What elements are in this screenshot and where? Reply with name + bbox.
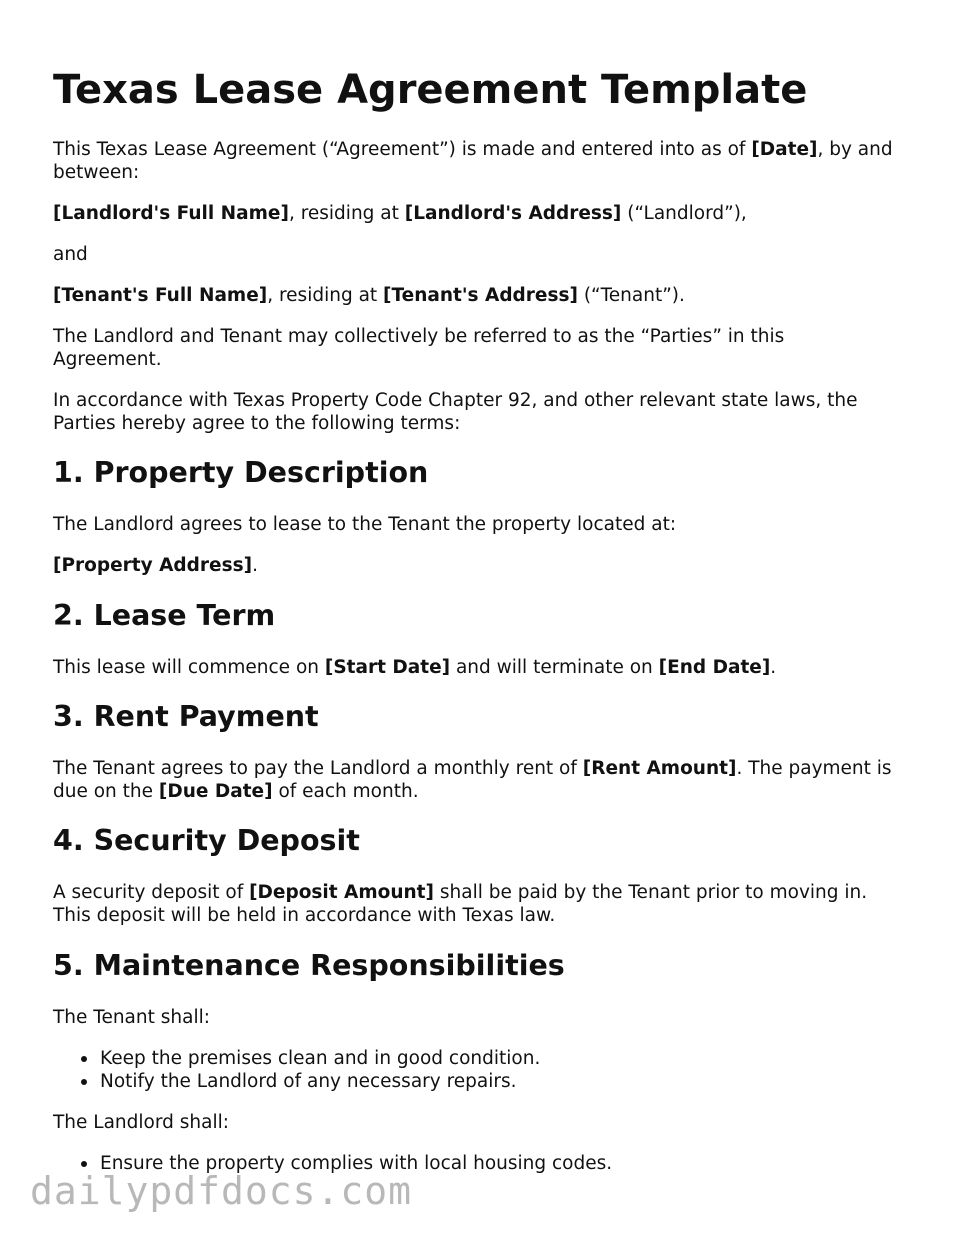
property-address-end: . bbox=[252, 555, 258, 576]
landlord-mid-text: , residing at bbox=[288, 203, 405, 224]
document-title: Texas Lease Agreement Template bbox=[53, 67, 808, 113]
landlord-address-placeholder: [Landlord's Address] bbox=[404, 203, 622, 224]
landlord-shall-intro: The Landlord shall: bbox=[53, 1112, 229, 1133]
tenant-shall-intro: The Tenant shall: bbox=[53, 1007, 210, 1028]
tenant-mid-text: , residing at bbox=[267, 285, 384, 306]
rent-text-c: of each month. bbox=[272, 781, 419, 802]
deposit-paragraph bbox=[53, 881, 883, 927]
end-date-placeholder: [End Date] bbox=[658, 657, 771, 678]
accordance-paragraph: In accordance with Texas Property Code Chapter 92, and other relevant state laws, the Parties hereby agree to the following terms: bbox=[53, 390, 858, 434]
deposit-text-b: shall be paid by the Tenant prior to moving in. This deposit will be held in accordance with Texas law. bbox=[53, 882, 868, 926]
intro-text-end: , by and between: bbox=[53, 139, 893, 183]
term-text-b: and will terminate on bbox=[450, 657, 659, 678]
term-text-c: . bbox=[770, 657, 777, 678]
landlord-line bbox=[53, 202, 913, 225]
list-item: Keep the premises clean and in good condition. bbox=[53, 1047, 540, 1070]
due-date-placeholder: [Due Date] bbox=[158, 781, 273, 802]
deposit-text-a: A security deposit of bbox=[53, 882, 250, 903]
date-placeholder: [Date] bbox=[751, 139, 818, 160]
intro-text: This Texas Lease Agreement (“Agreement”) is made and entered into as of bbox=[53, 139, 752, 160]
property-address-line bbox=[53, 554, 913, 577]
landlord-end-text: (“Landlord”), bbox=[621, 203, 747, 224]
intro-paragraph bbox=[53, 138, 913, 184]
tenant-line bbox=[53, 284, 913, 307]
section-heading-property: 1. Property Description bbox=[53, 456, 429, 489]
tenant-end-text: (“Tenant”). bbox=[577, 285, 685, 306]
term-paragraph bbox=[53, 656, 913, 679]
property-address-placeholder: [Property Address] bbox=[53, 555, 253, 576]
rent-paragraph bbox=[53, 757, 913, 803]
landlord-name-placeholder: [Landlord's Full Name] bbox=[53, 203, 289, 224]
start-date-placeholder: [Start Date] bbox=[324, 657, 451, 678]
deposit-amount-placeholder: [Deposit Amount] bbox=[249, 882, 434, 903]
tenant-address-placeholder: [Tenant's Address] bbox=[383, 285, 578, 306]
rent-text-a: The Tenant agrees to pay the Landlord a monthly rent of bbox=[53, 758, 583, 779]
rent-text-b: . The payment is due on the bbox=[53, 758, 892, 802]
list-item: Ensure the property complies with local housing codes. bbox=[53, 1152, 612, 1175]
section-heading-maintenance: 5. Maintenance Responsibilities bbox=[53, 949, 565, 982]
parties-paragraph: The Landlord and Tenant may collectively be referred to as the “Parties” in this Agreement. bbox=[53, 326, 785, 370]
list-item: Notify the Landlord of any necessary repairs. bbox=[53, 1070, 540, 1093]
rent-amount-placeholder: [Rent Amount] bbox=[582, 758, 737, 779]
section-heading-rent: 3. Rent Payment bbox=[53, 700, 319, 733]
term-text-a: This lease will commence on bbox=[53, 657, 325, 678]
property-paragraph: The Landlord agrees to lease to the Tenant the property located at: bbox=[53, 514, 677, 535]
watermark: dailypdfdocs.com bbox=[30, 1169, 413, 1213]
and-line: and bbox=[53, 244, 88, 265]
tenant-duties-list bbox=[53, 1047, 540, 1093]
section-heading-deposit: 4. Security Deposit bbox=[53, 824, 360, 857]
section-heading-term: 2. Lease Term bbox=[53, 599, 276, 632]
tenant-name-placeholder: [Tenant's Full Name] bbox=[53, 285, 268, 306]
